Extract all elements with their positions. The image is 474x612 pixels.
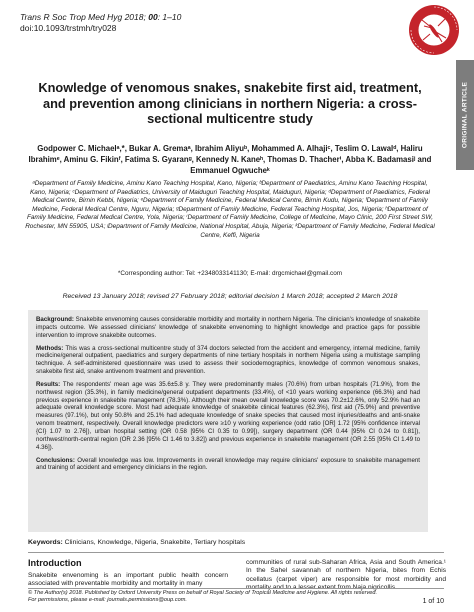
abstract-methods bbox=[36, 345, 420, 376]
abstract-box bbox=[28, 310, 428, 532]
journal-name: Trans R Soc Trop Med Hyg bbox=[20, 12, 123, 22]
corresponding-author: *Corresponding author: Tel: +2348033141130; E-mail: drgcmichael@gmail.com bbox=[117, 270, 343, 277]
abstract-methods-label: Methods: bbox=[36, 344, 64, 352]
journal-doi: doi:10.1093/trstmh/try028 bbox=[20, 23, 117, 33]
abstract-results bbox=[36, 381, 420, 452]
keywords bbox=[28, 539, 438, 547]
abstract-background bbox=[36, 316, 420, 340]
abstract-results-text: The respondents' mean age was 35.6±5.8 y. They were predominantly males (70.6%) from urban hospitals (71.9%), from the northwest region (35.3%), in family medicine/general outpatient departments (33.4%), of <10 years working experience (66.3%) and had previous experience in snakebite management (78.3%). Although their mean overall knowledge score was 70.2±12.6%, only 52.9% had an adequate overall knowledge score. Most had adequate knowledge of snakebite clinical features (62.3%), first aid (75.9%) and preventive measures (97.1%), but only 50.8% and 25.1% had adequate knowledge of snake species that caused most injuries/deaths and anti-snake venom treatment, respectively. Overall knowledge predictors were ≥10 y working experience (odd ratio [OR] 1.72 [95% confidence interval {CI} 1.07 to 2.76]), urban hospital setting (OR 0.58 [95% CI 0.35 to 0.99]), surgery department (OR 0.44 [95% CI 0.24 to 0.81]), northwest/north-central region (OR 2.36 [95% CI 1.46 to 3.82]) and previous experience in snakebite management (OR 2.55 [95% CI 1.49 to 4.36]). bbox=[36, 380, 420, 451]
article-title: Knowledge of venomous snakes, snakebite first aid, treatment, and prevention among clinicians in northern Nigeria: a cross-sectional multicentre study bbox=[38, 80, 422, 126]
introduction-column-2: communities of rural sub-Saharan Africa, Asia and South America.¹ In the Sahel savannah of northern Nigeria, bites from Echis ocellatus (carpet viper) are responsible for most morbidity and mortality and to a lesser extent from Naja nigricollis bbox=[246, 559, 446, 591]
abstract-background-label: Background: bbox=[36, 316, 74, 323]
keywords-text: Clinicians, Knowledge, Nigeria, Snakebite, Tertiary hospitals bbox=[64, 539, 246, 546]
abstract-results-label: Results: bbox=[36, 380, 61, 388]
article-type-tab bbox=[456, 60, 474, 170]
footer-divider bbox=[28, 588, 444, 589]
abstract-background-text: Snakebite envenoming causes considerable morbidity and mortality in northern Nigeria. The clinician's knowledge of snakebite impacts outcome. We assessed clinicians' knowledge of snakebite envenoming to highlight knowledge and practice gaps for possible intervention to improve snakebite outcomes. bbox=[36, 316, 420, 339]
abstract-conclusions-label: Conclusions: bbox=[36, 456, 75, 464]
abstract-conclusions-text: Overall knowledge was low. Improvements in overall knowledge may require clinicians' exposure to snakebite management and training of accident and emergency clinicians in the region. bbox=[36, 456, 420, 472]
copyright-footer bbox=[28, 590, 408, 604]
journal-pages: : 1–10 bbox=[157, 12, 182, 22]
copyright-line: © The Author(s) 2018. Published by Oxford University Press on behalf of Royal Society of Tropical Medicine and Hygiene. All rights reserved. bbox=[28, 590, 378, 596]
abstract-methods-text: This was a cross-sectional multicentre study of 374 doctors selected from the accident and emergency, internal medicine, family medicine/general outpatient, paediatrics and surgery departments of nine tertiary hospitals in northern Nigeria using a multistage sampling technique. A self-administered questionnaire was used to assess their sociodemographics, knowledge of common venomous snakes, snakebite first aid, snake antivenom treatment and prevention. bbox=[36, 344, 420, 376]
introduction-column-1: Snakebite envenoming is an important public health concern associated with preventable morbidity and mortality in many bbox=[28, 572, 228, 588]
journal-issue: 00 bbox=[148, 12, 158, 22]
journal-year: 2018; bbox=[124, 12, 146, 22]
journal-citation bbox=[20, 12, 181, 23]
permissions-line: For permissions, please e-mail: journals.permissions@oup.com. bbox=[28, 597, 187, 603]
article-type-label: ORIGINAL ARTICLE bbox=[461, 81, 469, 149]
journal-header bbox=[20, 12, 181, 34]
mosquito-seal-icon bbox=[408, 4, 460, 56]
received-dates: Received 13 January 2018; revised 27 February 2018; editorial decision 1 March 2018; accepted 2 March 2018 bbox=[62, 293, 398, 300]
page-number: 1 of 10 bbox=[422, 598, 444, 605]
introduction-heading: Introduction bbox=[28, 558, 82, 568]
affiliations: ᵃDepartment of Family Medicine, Aminu Kano Teaching Hospital, Kano, Nigeria; ᵇDepartment of Paediatrics, Aminu Kano Teaching Hospital, Kano, Nigeria; ᶜDepartment of Paediatrics, University of Maiduguri Teaching Hospital, Maiduguri, Nigeria; ᵈDepartment of Paediatrics, Federal Medical Centre, Birnin Kebbi, Nigeria; ᵉDepartment of Family Medicine, Federal Medical Centre, Birnin Kudu, Nigeria; ᶠDepartment of Family Medicine, Federal Medical Centre, Nguru, Nigeria; ᵍDepartment of Family Medicine, Federal Teaching Hospital, Jos, Nigeria; ʰDepartment of Family Medicine, Federal Medical Centre, Yola, Nigeria; ⁱDepartment of Family Medicine, College of Medicine, Mayo Clinic, 200 First Street SW, Rochester, MN 55905, USA; ʲDepartment of Family Medicine, National Hospital, Abuja, Nigeria; ᵏDepartment of Family Medicine, Federal Medical Centre, Keffi, Nigeria bbox=[25, 180, 435, 239]
author-list: Godpower C. Michaelᵃ,*, Bukar A. Gremaᵃ, Ibrahim Aliyuᵇ, Mohammed A. Alhajiᶜ, Teslim O. Lawalᵈ, Haliru Ibrahimᵉ, Aminu G. Fikinᶠ, Fatima S. Gyaranᵍ, Kennedy N. Kaneʰ, Thomas D. Thacherⁱ, Abba K. Badamasiʲ and Emmanuel Ogwucheᵏ bbox=[28, 144, 432, 175]
section-divider bbox=[28, 552, 444, 553]
abstract-conclusions bbox=[36, 457, 420, 473]
keywords-label: Keywords: bbox=[28, 539, 63, 546]
